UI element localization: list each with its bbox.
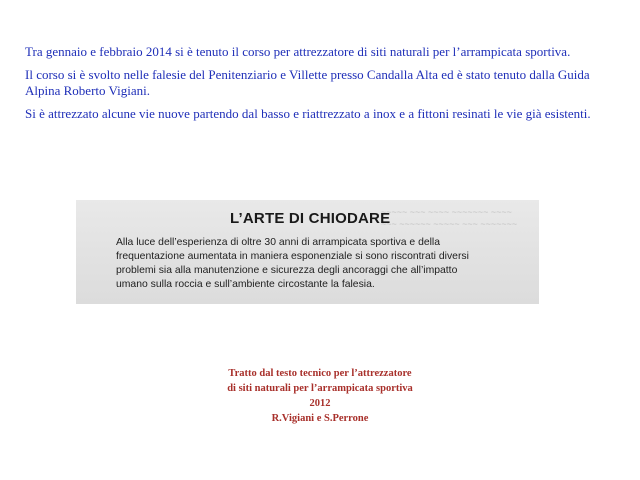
caption-line: 2012 [309, 398, 331, 409]
bleed-through-text: ~~~~~ ~~~ ~~~~ ~~~~~~~ ~~~~ ~~~ ~~~~~~ ~~~~~ ~~~ ~~~~~~~ [381, 207, 518, 229]
excerpt-body [116, 236, 525, 292]
intro-text-block [25, 44, 625, 129]
caption-line: R.Vigiani e S.Perrone [271, 413, 369, 424]
excerpt-line: umano sulla roccia e sull’ambiente circostante la falesia. [116, 279, 375, 290]
excerpt-line: frequentazione aumentata in maniera esponenziale si sono riscontrati diversi [116, 251, 469, 262]
scanned-excerpt-image [76, 200, 539, 304]
source-caption [130, 366, 510, 426]
caption-line: Tratto dal testo tecnico per l’attrezzatore [228, 368, 412, 379]
intro-paragraph: Il corso si è svolto nelle falesie del Penitenziario e Villette presso Candalla Alta ed è stato tenuto dalla Guida Alpina Roberto Vigiani. [25, 67, 590, 98]
excerpt-title: L’ARTE DI CHIODARE [230, 210, 391, 227]
excerpt-line: problemi sia alla manutenzione e sicurezza degli ancoraggi che all’impatto [116, 265, 458, 276]
intro-paragraph: Si è attrezzato alcune vie nuove partendo dal basso e riattrezzato a inox e a fittoni resinati le vie già esistenti. [25, 106, 591, 121]
intro-paragraph: Tra gennaio e febbraio 2014 si è tenuto il corso per attrezzatore di siti naturali per l’arrampicata sportiva. [25, 44, 571, 59]
excerpt-line: Alla luce dell’esperienza di oltre 30 anni di arrampicata sportiva e della [116, 237, 441, 248]
caption-line: di siti naturali per l’arrampicata sportiva [227, 383, 413, 394]
